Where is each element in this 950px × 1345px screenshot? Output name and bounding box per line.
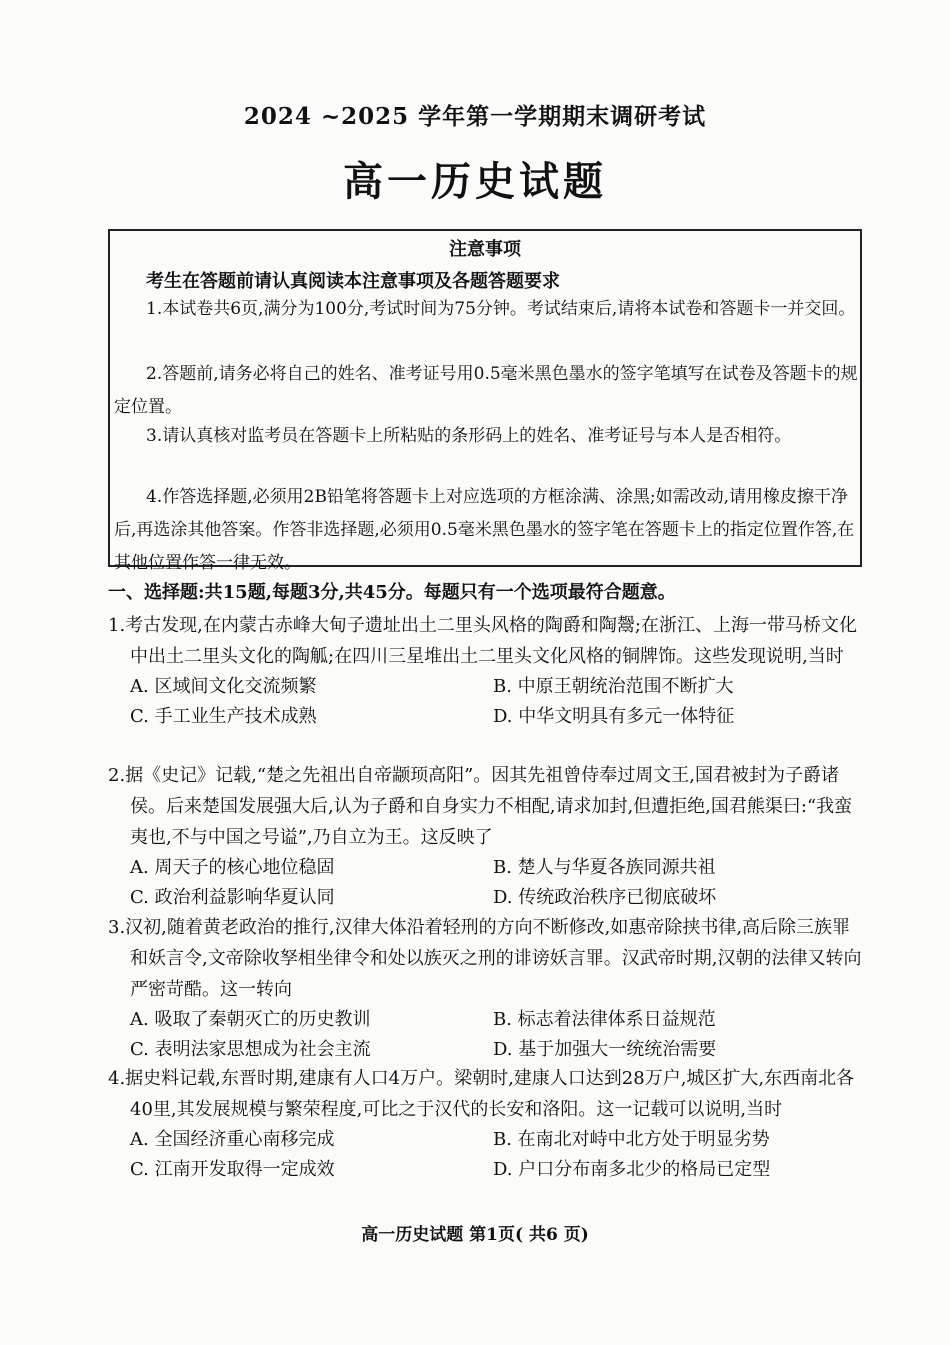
question-options — [108, 853, 868, 913]
question-1 — [108, 610, 868, 732]
option-b: B. 楚人与华夏各族同源共祖 — [493, 857, 716, 878]
question-options — [108, 672, 868, 732]
exam-title: 高一历史试题 — [343, 158, 607, 205]
option-d: D. 基于加强大一统统治需要 — [493, 1039, 717, 1060]
question-stem: 2.据《史记》记载,“楚之先祖出自帝颛顼高阳”。因其先祖曾侍奉过周文王,国君被封为子爵诸侯。后来楚国发展强大后,认为子爵和自身实力不相配,请求加封,但遭拒绝,国君熊渠曰:“我蛮夷也,不与中国之号谥”,乃自立为王。这反映了 — [108, 765, 853, 848]
notice-item-2: 2.答题前,请务必将自己的姓名、准考证号用0.5毫米黑色墨水的签字笔填写在试卷及答题卡的规定位置。 — [114, 364, 858, 417]
notice-item-1: 1.本试卷共6页,满分为100分,考试时间为75分钟。考试结束后,请将本试卷和答题卡一并交回。 — [146, 299, 856, 319]
option-b: B. 中原王朝统治范围不断扩大 — [493, 676, 734, 697]
notice-subtitle: 考生在答题前请认真阅读本注意事项及各题答题要求 — [146, 271, 560, 292]
option-a: A. 区域间文化交流频繁 — [130, 676, 317, 697]
option-c: C. 表明法家思想成为社会主流 — [130, 1039, 371, 1060]
question-options — [108, 1125, 868, 1185]
question-stem: 3.汉初,随着黄老政治的推行,汉律大体沿着轻刑的方向不断修改,如惠帝除挟书律,高后除三族罪和妖言令,文帝除收孥相坐律令和处以族灭之刑的诽谤妖言罪。汉武帝时期,汉朝的法律又转向严密苛酷。这一转向 — [108, 917, 862, 1000]
question-stem: 1.考古发现,在内蒙古赤峰大甸子遗址出土二里头风格的陶爵和陶鬶;在浙江、上海一带马桥文化中出土二里头文化的陶觚;在四川三星堆出土二里头文化风格的铜牌饰。这些发现说明,当时 — [108, 615, 857, 667]
option-c: C. 政治利益影响华夏认同 — [130, 887, 335, 908]
question-4 — [108, 1063, 868, 1185]
option-d: D. 传统政治秩序已彻底破坏 — [493, 887, 717, 908]
option-b: B. 在南北对峙中北方处于明显劣势 — [493, 1129, 770, 1150]
question-2 — [108, 760, 868, 913]
option-a: A. 吸取了秦朝灭亡的历史教训 — [130, 1009, 371, 1030]
notice-box — [108, 229, 862, 573]
option-d: D. 中华文明具有多元一体特征 — [493, 706, 735, 727]
option-a: A. 周天子的核心地位稳固 — [130, 857, 335, 878]
option-a: A. 全国经济重心南移完成 — [130, 1129, 335, 1150]
option-d: D. 户口分布南多北少的格局已定型 — [493, 1159, 771, 1180]
notice-title: 注意事项 — [449, 239, 521, 260]
option-c: C. 手工业生产技术成熟 — [130, 706, 317, 727]
page-footer: 高一历史试题 第1页( 共6 页) — [361, 1225, 589, 1245]
exam-year-line: 2024 ~2025 学年第一学期期末调研考试 — [243, 103, 707, 130]
section-heading: 一、选择题:共15题,每题3分,共45分。每题只有一个选项最符合题意。 — [108, 582, 676, 603]
option-b: B. 标志着法律体系日益规范 — [493, 1009, 716, 1030]
notice-item-4: 4.作答选择题,必须用2B铅笔将答题卡上对应选项的方框涂满、涂黑;如需改动,请用橡皮擦干净后,再选涂其他答案。作答非选择题,必须用0.5毫米黑色墨水的签字笔在答题卡上的指定位置作答,在其他位置作答一律无效。 — [114, 487, 855, 573]
question-stem: 4.据史料记载,东晋时期,建康有人口4万户。梁朝时,建康人口达到28万户,城区扩大,东西南北各40里,其发展规模与繁荣程度,可比之于汉代的长安和洛阳。这一记载可以说明,当时 — [108, 1068, 855, 1120]
option-c: C. 江南开发取得一定成效 — [130, 1159, 335, 1180]
notice-item-3: 3.请认真核对监考员在答题卡上所粘贴的条形码上的姓名、准考证号与本人是否相符。 — [146, 426, 792, 446]
question-3 — [108, 912, 868, 1065]
question-options — [108, 1005, 868, 1065]
